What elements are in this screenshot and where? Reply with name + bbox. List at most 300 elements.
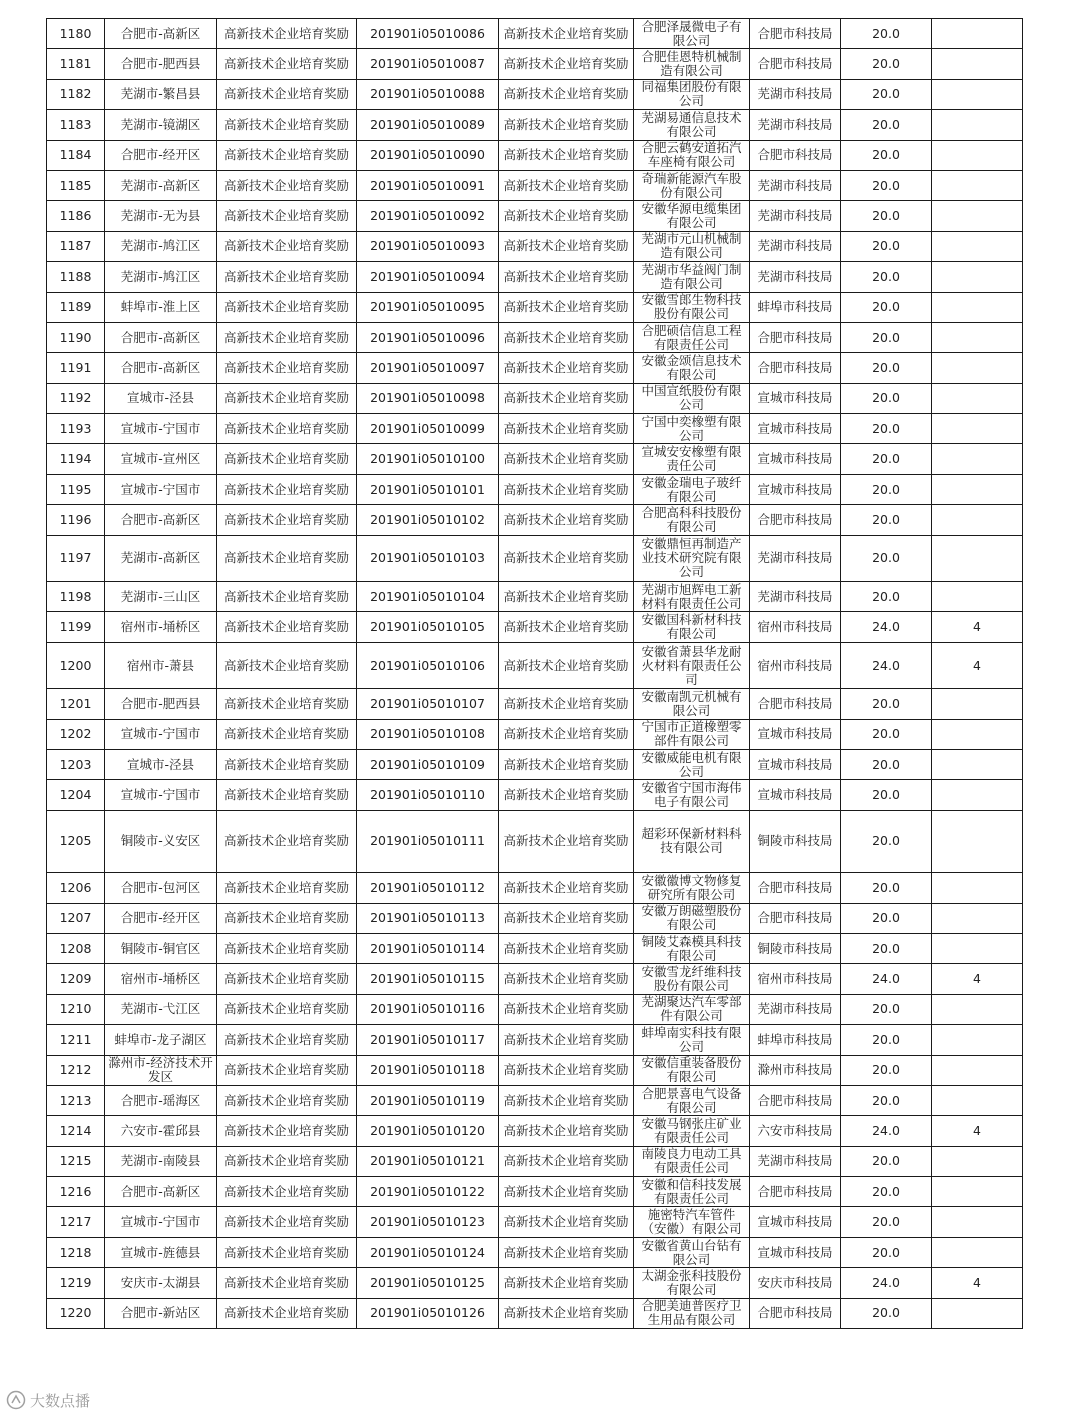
region-cell: 铜陵市-义安区 [105, 810, 217, 872]
department-cell: 合肥市科技局 [750, 1085, 841, 1115]
extra-cell [932, 383, 1023, 413]
amount-cell: 20.0 [841, 1237, 932, 1267]
company-name-cell: 芜湖聚达汽车零部件有限公司 [634, 994, 750, 1024]
extra-cell [932, 933, 1023, 963]
project-code-cell: 201901i05010086 [357, 19, 499, 49]
region-cell: 芜湖市-鸠江区 [105, 262, 217, 292]
extra-cell [932, 1207, 1023, 1237]
project-name-cell: 高新技术企业培育奖励 [217, 1237, 357, 1267]
row-number-cell: 1181 [47, 49, 105, 79]
project-code-cell: 201901i05010110 [357, 780, 499, 810]
category-cell: 高新技术企业培育奖励 [499, 110, 634, 140]
department-cell: 宣城市科技局 [750, 383, 841, 413]
project-code-cell: 201901i05010098 [357, 383, 499, 413]
extra-cell: 4 [932, 1116, 1023, 1146]
extra-cell [932, 1177, 1023, 1207]
row-number-cell: 1215 [47, 1146, 105, 1176]
project-name-cell: 高新技术企业培育奖励 [217, 49, 357, 79]
company-name-cell: 安徽金瑞电子玻纤有限公司 [634, 474, 750, 504]
project-code-cell: 201901i05010093 [357, 231, 499, 261]
department-cell: 宿州市科技局 [750, 642, 841, 688]
row-number-cell: 1216 [47, 1177, 105, 1207]
region-cell: 蚌埠市-龙子湖区 [105, 1025, 217, 1055]
row-number-cell: 1195 [47, 474, 105, 504]
department-cell: 合肥市科技局 [750, 873, 841, 903]
table-row [47, 1298, 1023, 1328]
amount-cell: 20.0 [841, 1177, 932, 1207]
amount-cell: 24.0 [841, 1116, 932, 1146]
amount-cell: 20.0 [841, 903, 932, 933]
table-row [47, 535, 1023, 581]
project-name-cell: 高新技术企业培育奖励 [217, 642, 357, 688]
region-cell: 宣城市-旌德县 [105, 1237, 217, 1267]
amount-cell: 20.0 [841, 474, 932, 504]
extra-cell [932, 170, 1023, 200]
company-name-cell: 铜陵艾森模具科技有限公司 [634, 933, 750, 963]
project-code-cell: 201901i05010119 [357, 1085, 499, 1115]
project-code-cell: 201901i05010118 [357, 1055, 499, 1085]
amount-cell: 20.0 [841, 780, 932, 810]
category-cell: 高新技术企业培育奖励 [499, 1116, 634, 1146]
table-row [47, 383, 1023, 413]
category-cell: 高新技术企业培育奖励 [499, 140, 634, 170]
amount-cell: 20.0 [841, 535, 932, 581]
region-cell: 宣城市-宁国市 [105, 1207, 217, 1237]
amount-cell: 20.0 [841, 689, 932, 719]
table-row [47, 933, 1023, 963]
region-cell: 宿州市-萧县 [105, 642, 217, 688]
amount-cell: 20.0 [841, 719, 932, 749]
category-cell: 高新技术企业培育奖励 [499, 383, 634, 413]
extra-cell [932, 749, 1023, 779]
company-name-cell: 安徽徽博文物修复研究所有限公司 [634, 873, 750, 903]
amount-cell: 24.0 [841, 1268, 932, 1298]
category-cell: 高新技术企业培育奖励 [499, 994, 634, 1024]
department-cell: 蚌埠市科技局 [750, 292, 841, 322]
row-number-cell: 1197 [47, 535, 105, 581]
project-name-cell: 高新技术企业培育奖励 [217, 1055, 357, 1085]
department-cell: 铜陵市科技局 [750, 810, 841, 872]
amount-cell: 20.0 [841, 1055, 932, 1085]
project-name-cell: 高新技术企业培育奖励 [217, 964, 357, 994]
amount-cell: 20.0 [841, 994, 932, 1024]
extra-cell: 4 [932, 1268, 1023, 1298]
project-name-cell: 高新技术企业培育奖励 [217, 749, 357, 779]
row-number-cell: 1183 [47, 110, 105, 140]
table-row [47, 1146, 1023, 1176]
project-name-cell: 高新技术企业培育奖励 [217, 719, 357, 749]
department-cell: 滁州市科技局 [750, 1055, 841, 1085]
department-cell: 铜陵市科技局 [750, 933, 841, 963]
region-cell: 合肥市-经开区 [105, 903, 217, 933]
amount-cell: 20.0 [841, 1146, 932, 1176]
extra-cell [932, 140, 1023, 170]
project-code-cell: 201901i05010126 [357, 1298, 499, 1328]
extra-cell [932, 231, 1023, 261]
company-name-cell: 安徽国科新材科技有限公司 [634, 612, 750, 642]
project-name-cell: 高新技术企业培育奖励 [217, 1025, 357, 1055]
amount-cell: 20.0 [841, 810, 932, 872]
region-cell: 合肥市-瑶海区 [105, 1085, 217, 1115]
row-number-cell: 1205 [47, 810, 105, 872]
region-cell: 宣城市-宁国市 [105, 414, 217, 444]
project-name-cell: 高新技术企业培育奖励 [217, 292, 357, 322]
watermark [0, 1384, 136, 1416]
extra-cell [932, 582, 1023, 612]
category-cell: 高新技术企业培育奖励 [499, 780, 634, 810]
category-cell: 高新技术企业培育奖励 [499, 414, 634, 444]
department-cell: 宣城市科技局 [750, 444, 841, 474]
table-row [47, 1116, 1023, 1146]
project-code-cell: 201901i05010112 [357, 873, 499, 903]
region-cell: 合肥市-包河区 [105, 873, 217, 903]
project-code-cell: 201901i05010088 [357, 79, 499, 109]
region-cell: 蚌埠市-淮上区 [105, 292, 217, 322]
company-name-cell: 宁国市正道橡塑零部件有限公司 [634, 719, 750, 749]
category-cell: 高新技术企业培育奖励 [499, 170, 634, 200]
project-code-cell: 201901i05010111 [357, 810, 499, 872]
department-cell: 芜湖市科技局 [750, 201, 841, 231]
project-name-cell: 高新技术企业培育奖励 [217, 1207, 357, 1237]
row-number-cell: 1192 [47, 383, 105, 413]
category-cell: 高新技术企业培育奖励 [499, 201, 634, 231]
company-name-cell: 安徽省萧县华龙耐火材料有限责任公司 [634, 642, 750, 688]
category-cell: 高新技术企业培育奖励 [499, 1268, 634, 1298]
extra-cell [932, 474, 1023, 504]
project-name-cell: 高新技术企业培育奖励 [217, 612, 357, 642]
table-row [47, 353, 1023, 383]
region-cell: 芜湖市-高新区 [105, 535, 217, 581]
table-row [47, 780, 1023, 810]
project-code-cell: 201901i05010095 [357, 292, 499, 322]
project-code-cell: 201901i05010121 [357, 1146, 499, 1176]
row-number-cell: 1191 [47, 353, 105, 383]
project-name-cell: 高新技术企业培育奖励 [217, 201, 357, 231]
project-name-cell: 高新技术企业培育奖励 [217, 231, 357, 261]
award-table [46, 18, 1023, 1329]
project-code-cell: 201901i05010120 [357, 1116, 499, 1146]
project-name-cell: 高新技术企业培育奖励 [217, 994, 357, 1024]
region-cell: 合肥市-经开区 [105, 140, 217, 170]
company-name-cell: 中国宣纸股份有限公司 [634, 383, 750, 413]
category-cell: 高新技术企业培育奖励 [499, 292, 634, 322]
department-cell: 芜湖市科技局 [750, 79, 841, 109]
category-cell: 高新技术企业培育奖励 [499, 79, 634, 109]
extra-cell [932, 689, 1023, 719]
category-cell: 高新技术企业培育奖励 [499, 810, 634, 872]
category-cell: 高新技术企业培育奖励 [499, 873, 634, 903]
extra-cell [932, 79, 1023, 109]
table-row [47, 1177, 1023, 1207]
extra-cell [932, 903, 1023, 933]
row-number-cell: 1184 [47, 140, 105, 170]
project-name-cell: 高新技术企业培育奖励 [217, 903, 357, 933]
table-row [47, 49, 1023, 79]
amount-cell: 20.0 [841, 1085, 932, 1115]
amount-cell: 20.0 [841, 414, 932, 444]
extra-cell [932, 810, 1023, 872]
amount-cell: 20.0 [841, 110, 932, 140]
project-name-cell: 高新技术企业培育奖励 [217, 810, 357, 872]
project-code-cell: 201901i05010102 [357, 505, 499, 535]
company-name-cell: 芜湖市元山机械制造有限公司 [634, 231, 750, 261]
row-number-cell: 1206 [47, 873, 105, 903]
department-cell: 合肥市科技局 [750, 353, 841, 383]
department-cell: 蚌埠市科技局 [750, 1025, 841, 1055]
table-row [47, 689, 1023, 719]
row-number-cell: 1213 [47, 1085, 105, 1115]
extra-cell [932, 1025, 1023, 1055]
company-name-cell: 宁国中奕橡塑有限公司 [634, 414, 750, 444]
table-row [47, 231, 1023, 261]
row-number-cell: 1194 [47, 444, 105, 474]
company-name-cell: 安徽马钢张庄矿业有限责任公司 [634, 1116, 750, 1146]
extra-cell [932, 780, 1023, 810]
company-name-cell: 安徽华源电缆集团有限公司 [634, 201, 750, 231]
company-name-cell: 合肥美迪普医疗卫生用品有限公司 [634, 1298, 750, 1328]
department-cell: 合肥市科技局 [750, 1177, 841, 1207]
project-code-cell: 201901i05010124 [357, 1237, 499, 1267]
region-cell: 芜湖市-南陵县 [105, 1146, 217, 1176]
project-name-cell: 高新技术企业培育奖励 [217, 110, 357, 140]
amount-cell: 20.0 [841, 170, 932, 200]
project-name-cell: 高新技术企业培育奖励 [217, 262, 357, 292]
region-cell: 芜湖市-繁昌县 [105, 79, 217, 109]
row-number-cell: 1212 [47, 1055, 105, 1085]
category-cell: 高新技术企业培育奖励 [499, 262, 634, 292]
watermark-text: 大数点播 [30, 1391, 91, 1410]
category-cell: 高新技术企业培育奖励 [499, 964, 634, 994]
company-name-cell: 施密特汽车管件（安徽）有限公司 [634, 1207, 750, 1237]
table-row [47, 1085, 1023, 1115]
extra-cell [932, 994, 1023, 1024]
amount-cell: 24.0 [841, 612, 932, 642]
project-code-cell: 201901i05010117 [357, 1025, 499, 1055]
company-name-cell: 安徽雪郎生物科技股份有限公司 [634, 292, 750, 322]
region-cell: 宣城市-泾县 [105, 749, 217, 779]
department-cell: 合肥市科技局 [750, 49, 841, 79]
project-code-cell: 201901i05010109 [357, 749, 499, 779]
category-cell: 高新技术企业培育奖励 [499, 749, 634, 779]
company-name-cell: 安徽南凯元机械有限公司 [634, 689, 750, 719]
category-cell: 高新技术企业培育奖励 [499, 1207, 634, 1237]
extra-cell [932, 49, 1023, 79]
department-cell: 芜湖市科技局 [750, 535, 841, 581]
department-cell: 宣城市科技局 [750, 780, 841, 810]
region-cell: 滁州市-经济技术开发区 [105, 1055, 217, 1085]
project-name-cell: 高新技术企业培育奖励 [217, 689, 357, 719]
region-cell: 宿州市-埇桥区 [105, 964, 217, 994]
region-cell: 宣城市-宣州区 [105, 444, 217, 474]
row-number-cell: 1182 [47, 79, 105, 109]
project-name-cell: 高新技术企业培育奖励 [217, 1116, 357, 1146]
category-cell: 高新技术企业培育奖励 [499, 505, 634, 535]
amount-cell: 24.0 [841, 964, 932, 994]
category-cell: 高新技术企业培育奖励 [499, 1237, 634, 1267]
table-row [47, 810, 1023, 872]
amount-cell: 20.0 [841, 444, 932, 474]
department-cell: 芜湖市科技局 [750, 994, 841, 1024]
project-code-cell: 201901i05010114 [357, 933, 499, 963]
region-cell: 宣城市-宁国市 [105, 780, 217, 810]
department-cell: 安庆市科技局 [750, 1268, 841, 1298]
amount-cell: 20.0 [841, 1025, 932, 1055]
row-number-cell: 1200 [47, 642, 105, 688]
company-name-cell: 安徽雪龙纤维科技股份有限公司 [634, 964, 750, 994]
row-number-cell: 1217 [47, 1207, 105, 1237]
company-name-cell: 合肥硕信信息工程有限责任公司 [634, 322, 750, 352]
project-name-cell: 高新技术企业培育奖励 [217, 582, 357, 612]
extra-cell [932, 110, 1023, 140]
row-number-cell: 1210 [47, 994, 105, 1024]
amount-cell: 20.0 [841, 582, 932, 612]
row-number-cell: 1218 [47, 1237, 105, 1267]
company-name-cell: 奇瑞新能源汽车股份有限公司 [634, 170, 750, 200]
region-cell: 铜陵市-铜官区 [105, 933, 217, 963]
amount-cell: 20.0 [841, 505, 932, 535]
department-cell: 合肥市科技局 [750, 505, 841, 535]
extra-cell [932, 444, 1023, 474]
table-row [47, 1207, 1023, 1237]
region-cell: 芜湖市-弋江区 [105, 994, 217, 1024]
region-cell: 合肥市-肥西县 [105, 49, 217, 79]
extra-cell: 4 [932, 612, 1023, 642]
department-cell: 合肥市科技局 [750, 140, 841, 170]
project-code-cell: 201901i05010122 [357, 1177, 499, 1207]
department-cell: 宿州市科技局 [750, 612, 841, 642]
row-number-cell: 1190 [47, 322, 105, 352]
row-number-cell: 1203 [47, 749, 105, 779]
table-row [47, 201, 1023, 231]
amount-cell: 20.0 [841, 749, 932, 779]
category-cell: 高新技术企业培育奖励 [499, 903, 634, 933]
extra-cell [932, 1298, 1023, 1328]
project-code-cell: 201901i05010099 [357, 414, 499, 444]
extra-cell [932, 1237, 1023, 1267]
amount-cell: 20.0 [841, 353, 932, 383]
project-name-cell: 高新技术企业培育奖励 [217, 505, 357, 535]
company-name-cell: 合肥景喜电气设备有限公司 [634, 1085, 750, 1115]
row-number-cell: 1214 [47, 1116, 105, 1146]
department-cell: 宿州市科技局 [750, 964, 841, 994]
row-number-cell: 1208 [47, 933, 105, 963]
table-row [47, 749, 1023, 779]
project-name-cell: 高新技术企业培育奖励 [217, 444, 357, 474]
amount-cell: 20.0 [841, 262, 932, 292]
table-row [47, 994, 1023, 1024]
amount-cell: 20.0 [841, 1298, 932, 1328]
department-cell: 宣城市科技局 [750, 414, 841, 444]
table-row [47, 140, 1023, 170]
department-cell: 宣城市科技局 [750, 1237, 841, 1267]
region-cell: 芜湖市-三山区 [105, 582, 217, 612]
department-cell: 芜湖市科技局 [750, 231, 841, 261]
row-number-cell: 1188 [47, 262, 105, 292]
table-row [47, 1055, 1023, 1085]
company-name-cell: 超彩环保新材料科技有限公司 [634, 810, 750, 872]
extra-cell [932, 1146, 1023, 1176]
row-number-cell: 1198 [47, 582, 105, 612]
company-name-cell: 南陵良力电动工具有限责任公司 [634, 1146, 750, 1176]
row-number-cell: 1204 [47, 780, 105, 810]
project-name-cell: 高新技术企业培育奖励 [217, 79, 357, 109]
company-name-cell: 宣城安安橡塑有限责任公司 [634, 444, 750, 474]
project-name-cell: 高新技术企业培育奖励 [217, 140, 357, 170]
project-name-cell: 高新技术企业培育奖励 [217, 873, 357, 903]
table-row [47, 79, 1023, 109]
project-name-cell: 高新技术企业培育奖励 [217, 170, 357, 200]
project-code-cell: 201901i05010123 [357, 1207, 499, 1237]
department-cell: 合肥市科技局 [750, 1298, 841, 1328]
department-cell: 合肥市科技局 [750, 322, 841, 352]
category-cell: 高新技术企业培育奖励 [499, 642, 634, 688]
amount-cell: 20.0 [841, 201, 932, 231]
category-cell: 高新技术企业培育奖励 [499, 474, 634, 504]
project-code-cell: 201901i05010104 [357, 582, 499, 612]
region-cell: 安庆市-太湖县 [105, 1268, 217, 1298]
project-code-cell: 201901i05010106 [357, 642, 499, 688]
project-name-cell: 高新技术企业培育奖励 [217, 353, 357, 383]
region-cell: 宿州市-埇桥区 [105, 612, 217, 642]
company-name-cell: 安徽鼎恒再制造产业技术研究院有限公司 [634, 535, 750, 581]
project-name-cell: 高新技术企业培育奖励 [217, 933, 357, 963]
amount-cell: 20.0 [841, 231, 932, 261]
project-code-cell: 201901i05010090 [357, 140, 499, 170]
project-name-cell: 高新技术企业培育奖励 [217, 1085, 357, 1115]
project-name-cell: 高新技术企业培育奖励 [217, 414, 357, 444]
company-name-cell: 安徽信重装备股份有限公司 [634, 1055, 750, 1085]
project-code-cell: 201901i05010116 [357, 994, 499, 1024]
extra-cell [932, 292, 1023, 322]
region-cell: 芜湖市-无为县 [105, 201, 217, 231]
table-row [47, 170, 1023, 200]
category-cell: 高新技术企业培育奖励 [499, 444, 634, 474]
category-cell: 高新技术企业培育奖励 [499, 1025, 634, 1055]
project-name-cell: 高新技术企业培育奖励 [217, 1146, 357, 1176]
row-number-cell: 1186 [47, 201, 105, 231]
extra-cell [932, 873, 1023, 903]
company-name-cell: 安徽万朗磁塑股份有限公司 [634, 903, 750, 933]
project-code-cell: 201901i05010092 [357, 201, 499, 231]
row-number-cell: 1202 [47, 719, 105, 749]
company-name-cell: 芜湖市华益阀门制造有限公司 [634, 262, 750, 292]
row-number-cell: 1185 [47, 170, 105, 200]
department-cell: 芜湖市科技局 [750, 110, 841, 140]
amount-cell: 20.0 [841, 322, 932, 352]
extra-cell [932, 1055, 1023, 1085]
company-name-cell: 同福集团股份有限公司 [634, 79, 750, 109]
amount-cell: 20.0 [841, 19, 932, 49]
project-code-cell: 201901i05010105 [357, 612, 499, 642]
region-cell: 六安市-霍邱县 [105, 1116, 217, 1146]
table-row [47, 1268, 1023, 1298]
table-row [47, 505, 1023, 535]
row-number-cell: 1201 [47, 689, 105, 719]
company-name-cell: 太湖金张科技股份有限公司 [634, 1268, 750, 1298]
table-row [47, 964, 1023, 994]
amount-cell: 24.0 [841, 642, 932, 688]
project-code-cell: 201901i05010089 [357, 110, 499, 140]
table-row [47, 903, 1023, 933]
category-cell: 高新技术企业培育奖励 [499, 1085, 634, 1115]
row-number-cell: 1180 [47, 19, 105, 49]
region-cell: 合肥市-高新区 [105, 1177, 217, 1207]
table-row [47, 262, 1023, 292]
department-cell: 宣城市科技局 [750, 1207, 841, 1237]
region-cell: 芜湖市-镜湖区 [105, 110, 217, 140]
company-name-cell: 安徽省黄山台钻有限公司 [634, 1237, 750, 1267]
company-name-cell: 安徽威能电机有限公司 [634, 749, 750, 779]
